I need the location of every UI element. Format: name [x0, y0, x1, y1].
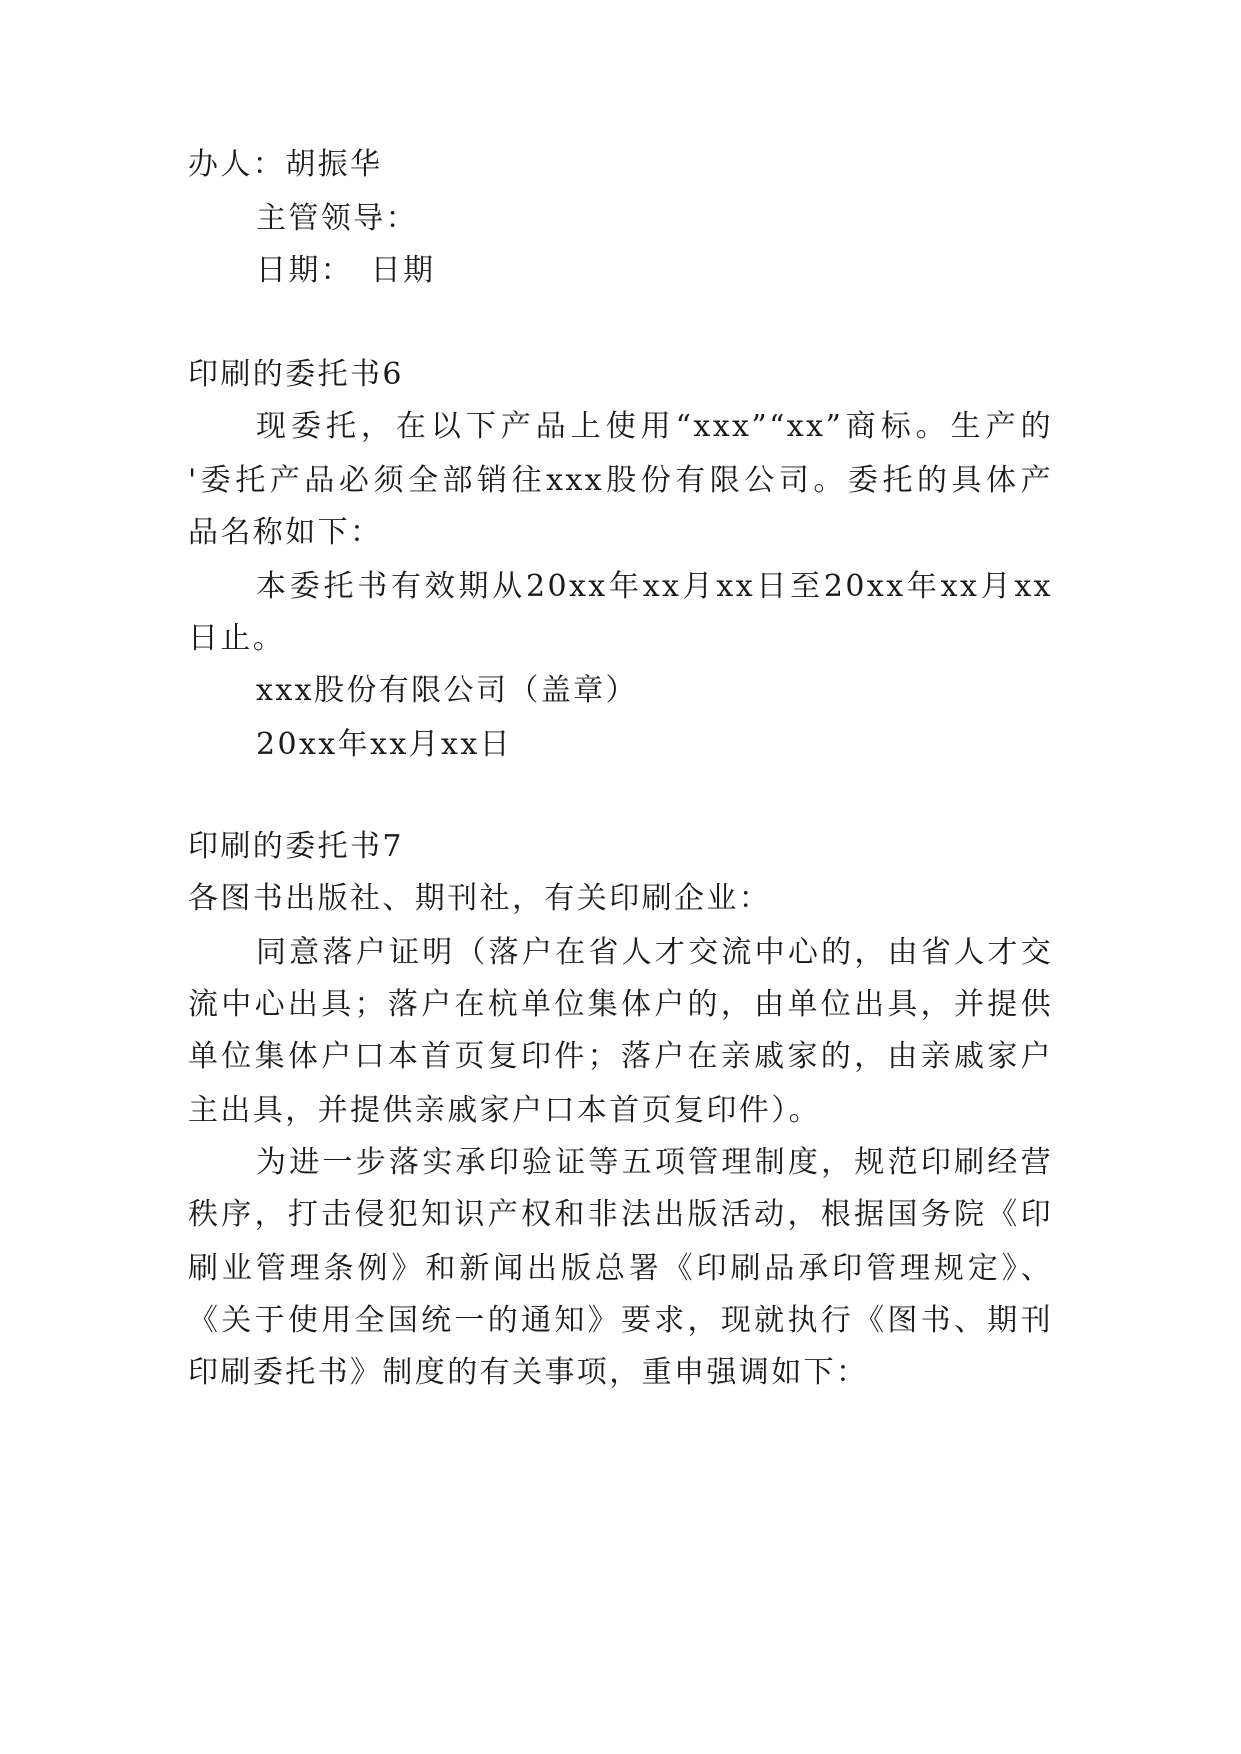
letter7-para1-line3: 单位集体户口本首页复印件；落户在亲戚家的，由亲戚家户: [188, 1039, 1053, 1074]
letter6-para1-line1: 现委托，在以下产品上使用“xxx”“xx”商标。生产的: [256, 409, 1053, 444]
letter7-title: 印刷的委托书7: [188, 829, 404, 864]
letter7-para2-line3: 刷业管理条例》和新闻出版总署《印刷品承印管理规定》、: [188, 1251, 1053, 1286]
letter7-addressee: 各图书出版社、期刊社，有关印刷企业：: [188, 881, 772, 916]
supervisor-line: 主管领导：: [256, 201, 418, 236]
letter7-para1-line4: 主出具，并提供亲戚家户口本首页复印件）。: [188, 1093, 821, 1128]
letter6-para1-line3: 品名称如下：: [188, 515, 383, 550]
handler-line: 办人：胡振华: [188, 147, 383, 182]
letter7-para1-line1: 同意落户证明（落户在省人才交流中心的，由省人才交: [256, 935, 1053, 970]
letter6-para2-line2: 日止。: [188, 621, 286, 656]
letter6-signed-date: 20xx年xx月xx日: [256, 727, 513, 762]
letter6-para1-line2: '委托产品必须全部销往xxx股份有限公司。委托的具体产: [188, 463, 1053, 498]
letter7-para2-line1: 为进一步落实承印验证等五项管理制度，规范印刷经营: [256, 1145, 1053, 1180]
date-line: 日期： 日期: [256, 253, 436, 288]
letter6-company: xxx股份有限公司（盖章）: [256, 673, 638, 708]
letter6-para2-line1: 本委托书有效期从20xx年xx月xx日至20xx年xx月xx: [256, 569, 1053, 604]
letter7-para2-line2: 秩序，打击侵犯知识产权和非法出版活动，根据国务院《印: [188, 1197, 1053, 1232]
letter7-para1-line2: 流中心出具；落户在杭单位集体户的，由单位出具，并提供: [188, 987, 1053, 1022]
letter7-para2-line5: 印刷委托书》制度的有关事项，重申强调如下：: [188, 1355, 869, 1390]
letter7-para2-line4: 《关于使用全国统一的通知》要求，现就执行《图书、期刊: [188, 1303, 1053, 1338]
letter6-title: 印刷的委托书6: [188, 357, 404, 392]
